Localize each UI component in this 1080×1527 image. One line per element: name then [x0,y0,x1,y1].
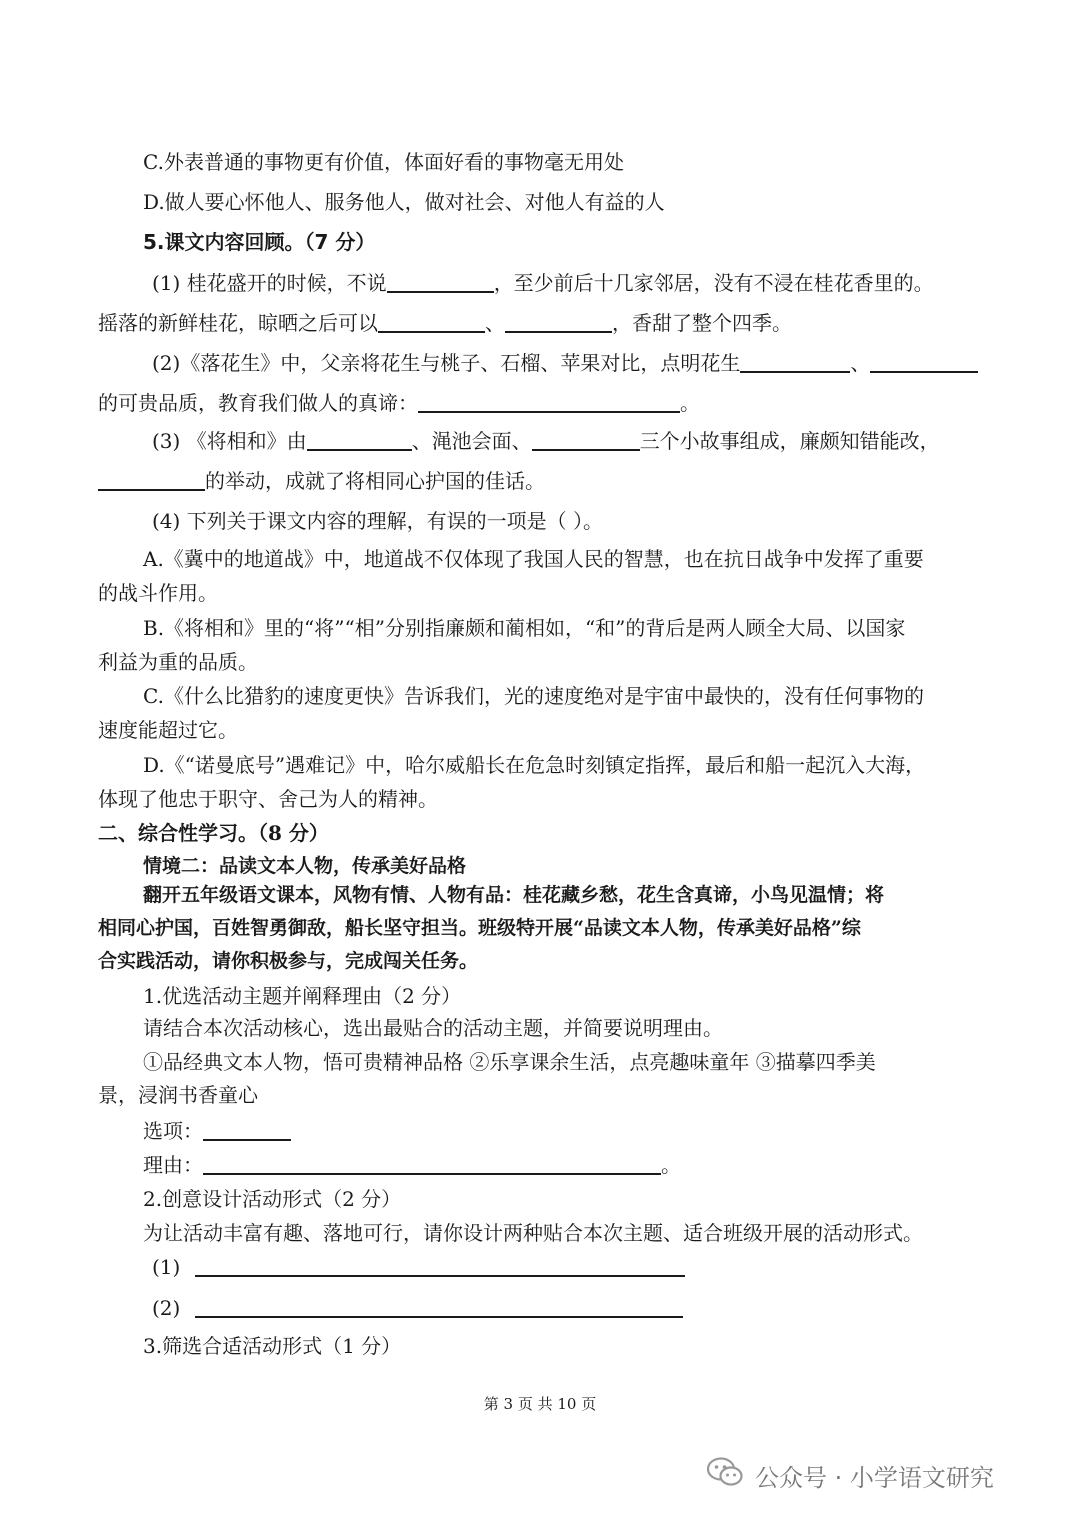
q5-p3-text-a: (3) 《将相和》由 [152,429,307,453]
q5-p1-text-a: (1) 桂花盛开的时候，不说 [152,271,387,295]
q5-p1-text-e: ，香甜了整个四季。 [612,311,792,335]
blank[interactable] [307,431,412,451]
item-2-label: (2) [152,1296,181,1320]
watermark [707,1457,994,1493]
watermark-text: 公众号 · 小学语文研究 [755,1463,994,1492]
context-text-2: 相同心护国，百姓智勇御敌，船长坚守担当。班级特开展“品读文本人物，传承美好品格”综 [98,917,861,939]
task-1-options-line2: 景，浸润书香童心 [98,1083,258,1107]
q5-p3-text-b: 、渑池会面、 [411,429,532,453]
q5-p1-text-b: ，至少前后十几家邻居，没有不浸在桂花香里的。 [493,271,934,295]
blank[interactable] [505,313,612,333]
blank[interactable] [378,313,485,333]
q5-p3-text-c: 三个小故事组成，廉颇知错能改， [639,429,940,453]
task-2-item-2 [152,1295,683,1321]
q5-part1-line1 [152,270,934,296]
item-2-blank[interactable] [195,1298,683,1318]
page-footer: 第 3 页 共 10 页 [483,1395,597,1413]
context-title: 情境二：品读文本人物，传承美好品格 [143,855,467,877]
wechat-icon [707,1457,755,1493]
question-5-title: 5.课文内容回顾。（7 分） [143,230,376,254]
task-1-options-line1: ①品经典文本人物，悟可贵精神品格 ②乐享课余生活，点亮趣味童年 ③描摹四季美 [143,1050,876,1074]
choice-blank[interactable] [203,1121,291,1141]
q5-option-d-line1: D.《“诺曼底号”遇难记》中，哈尔威船长在危急时刻镇定指挥，最后和船一起沉入大海， [143,753,926,777]
q5-option-a-line2: 的战斗作用。 [98,581,218,605]
choice-line [143,1118,291,1144]
q5-part2-line2 [98,390,700,416]
option-d: D.做人要心怀他人、服务他人，做对社会、对他人有益的人 [143,190,665,214]
q5-part3-line2 [98,468,545,494]
q5-p2-text-d: 。 [680,391,700,415]
q5-option-a-line1: A.《冀中的地道战》中，地道战不仅体现了我国人民的智慧，也在抗日战争中发挥了重要 [143,547,924,571]
q5-p3-text-d: 的举动，成就了将相同心护国的佳话。 [205,469,545,493]
blank[interactable] [387,273,494,293]
q5-option-c-line1: C.《什么比猎豹的速度更快》告诉我们，光的速度绝对是宇宙中最快的，没有任何事物的 [143,684,924,708]
blank[interactable] [418,393,680,413]
reason-end: 。 [661,1153,681,1177]
section-2-title: 二、综合性学习。（8 分） [98,821,329,845]
task-2-requirement: 为让活动丰富有趣、落地可行，请你设计两种贴合本次主题、适合班级开展的活动形式。 [143,1221,923,1245]
q5-p1-text-d: 、 [485,311,505,335]
q5-option-b-line1: B.《将相和》里的“将”“相”分别指廉颇和蔺相如，“和”的背后是两人顾全大局、以国家 [143,616,906,640]
blank[interactable] [740,353,850,373]
q5-option-d-line2: 体现了他忠于职守、舍己为人的精神。 [98,787,438,811]
blank[interactable] [532,431,640,451]
task-1-title: 1.优选活动主题并阐释理由（2 分） [143,984,462,1008]
reason-line [143,1152,681,1178]
q5-part2-line1 [152,350,978,376]
q5-part4: (4) 下列关于课文内容的理解，有误的一项是（ ）。 [152,509,604,533]
q5-p1-text-c: 摇落的新鲜桂花，晾晒之后可以 [98,311,378,335]
choice-label: 选项： [143,1119,203,1143]
task-1-requirement: 请结合本次活动核心，选出最贴合的活动主题，并简要说明理由。 [143,1016,723,1040]
q5-p2-text-c: 的可贵品质，教育我们做人的真谛： [98,391,418,415]
task-2-item-1 [152,1254,685,1280]
context-text-3: 合实践活动，请你积极参与，完成闯关任务。 [98,950,479,972]
q5-option-c-line2: 速度能超过它。 [98,718,238,742]
q5-p2-text-b: 、 [850,351,871,375]
blank[interactable] [98,471,205,491]
item-1-label: (1) [152,1255,181,1279]
q5-p2-text-a: (2)《落花生》中，父亲将花生与桃子、石榴、苹果对比，点明花生 [152,351,741,375]
q5-part1-line2 [98,310,792,336]
q5-option-b-line2: 利益为重的品质。 [98,650,258,674]
context-text-1: 翻开五年级语文课本，风物有情、人物有品：桂花藏乡愁，花生含真谛，小鸟见温情；将 [143,884,885,906]
option-c: C.外表普通的事物更有价值，体面好看的事物毫无用处 [143,150,624,174]
q5-part3-line1 [152,428,940,454]
blank[interactable] [870,353,978,373]
task-3-title: 3.筛选合适活动形式（1 分） [143,1334,402,1358]
item-1-blank[interactable] [195,1257,685,1277]
reason-label: 理由： [143,1153,203,1177]
task-2-title: 2.创意设计活动形式（2 分） [143,1187,402,1211]
reason-blank[interactable] [203,1155,661,1175]
